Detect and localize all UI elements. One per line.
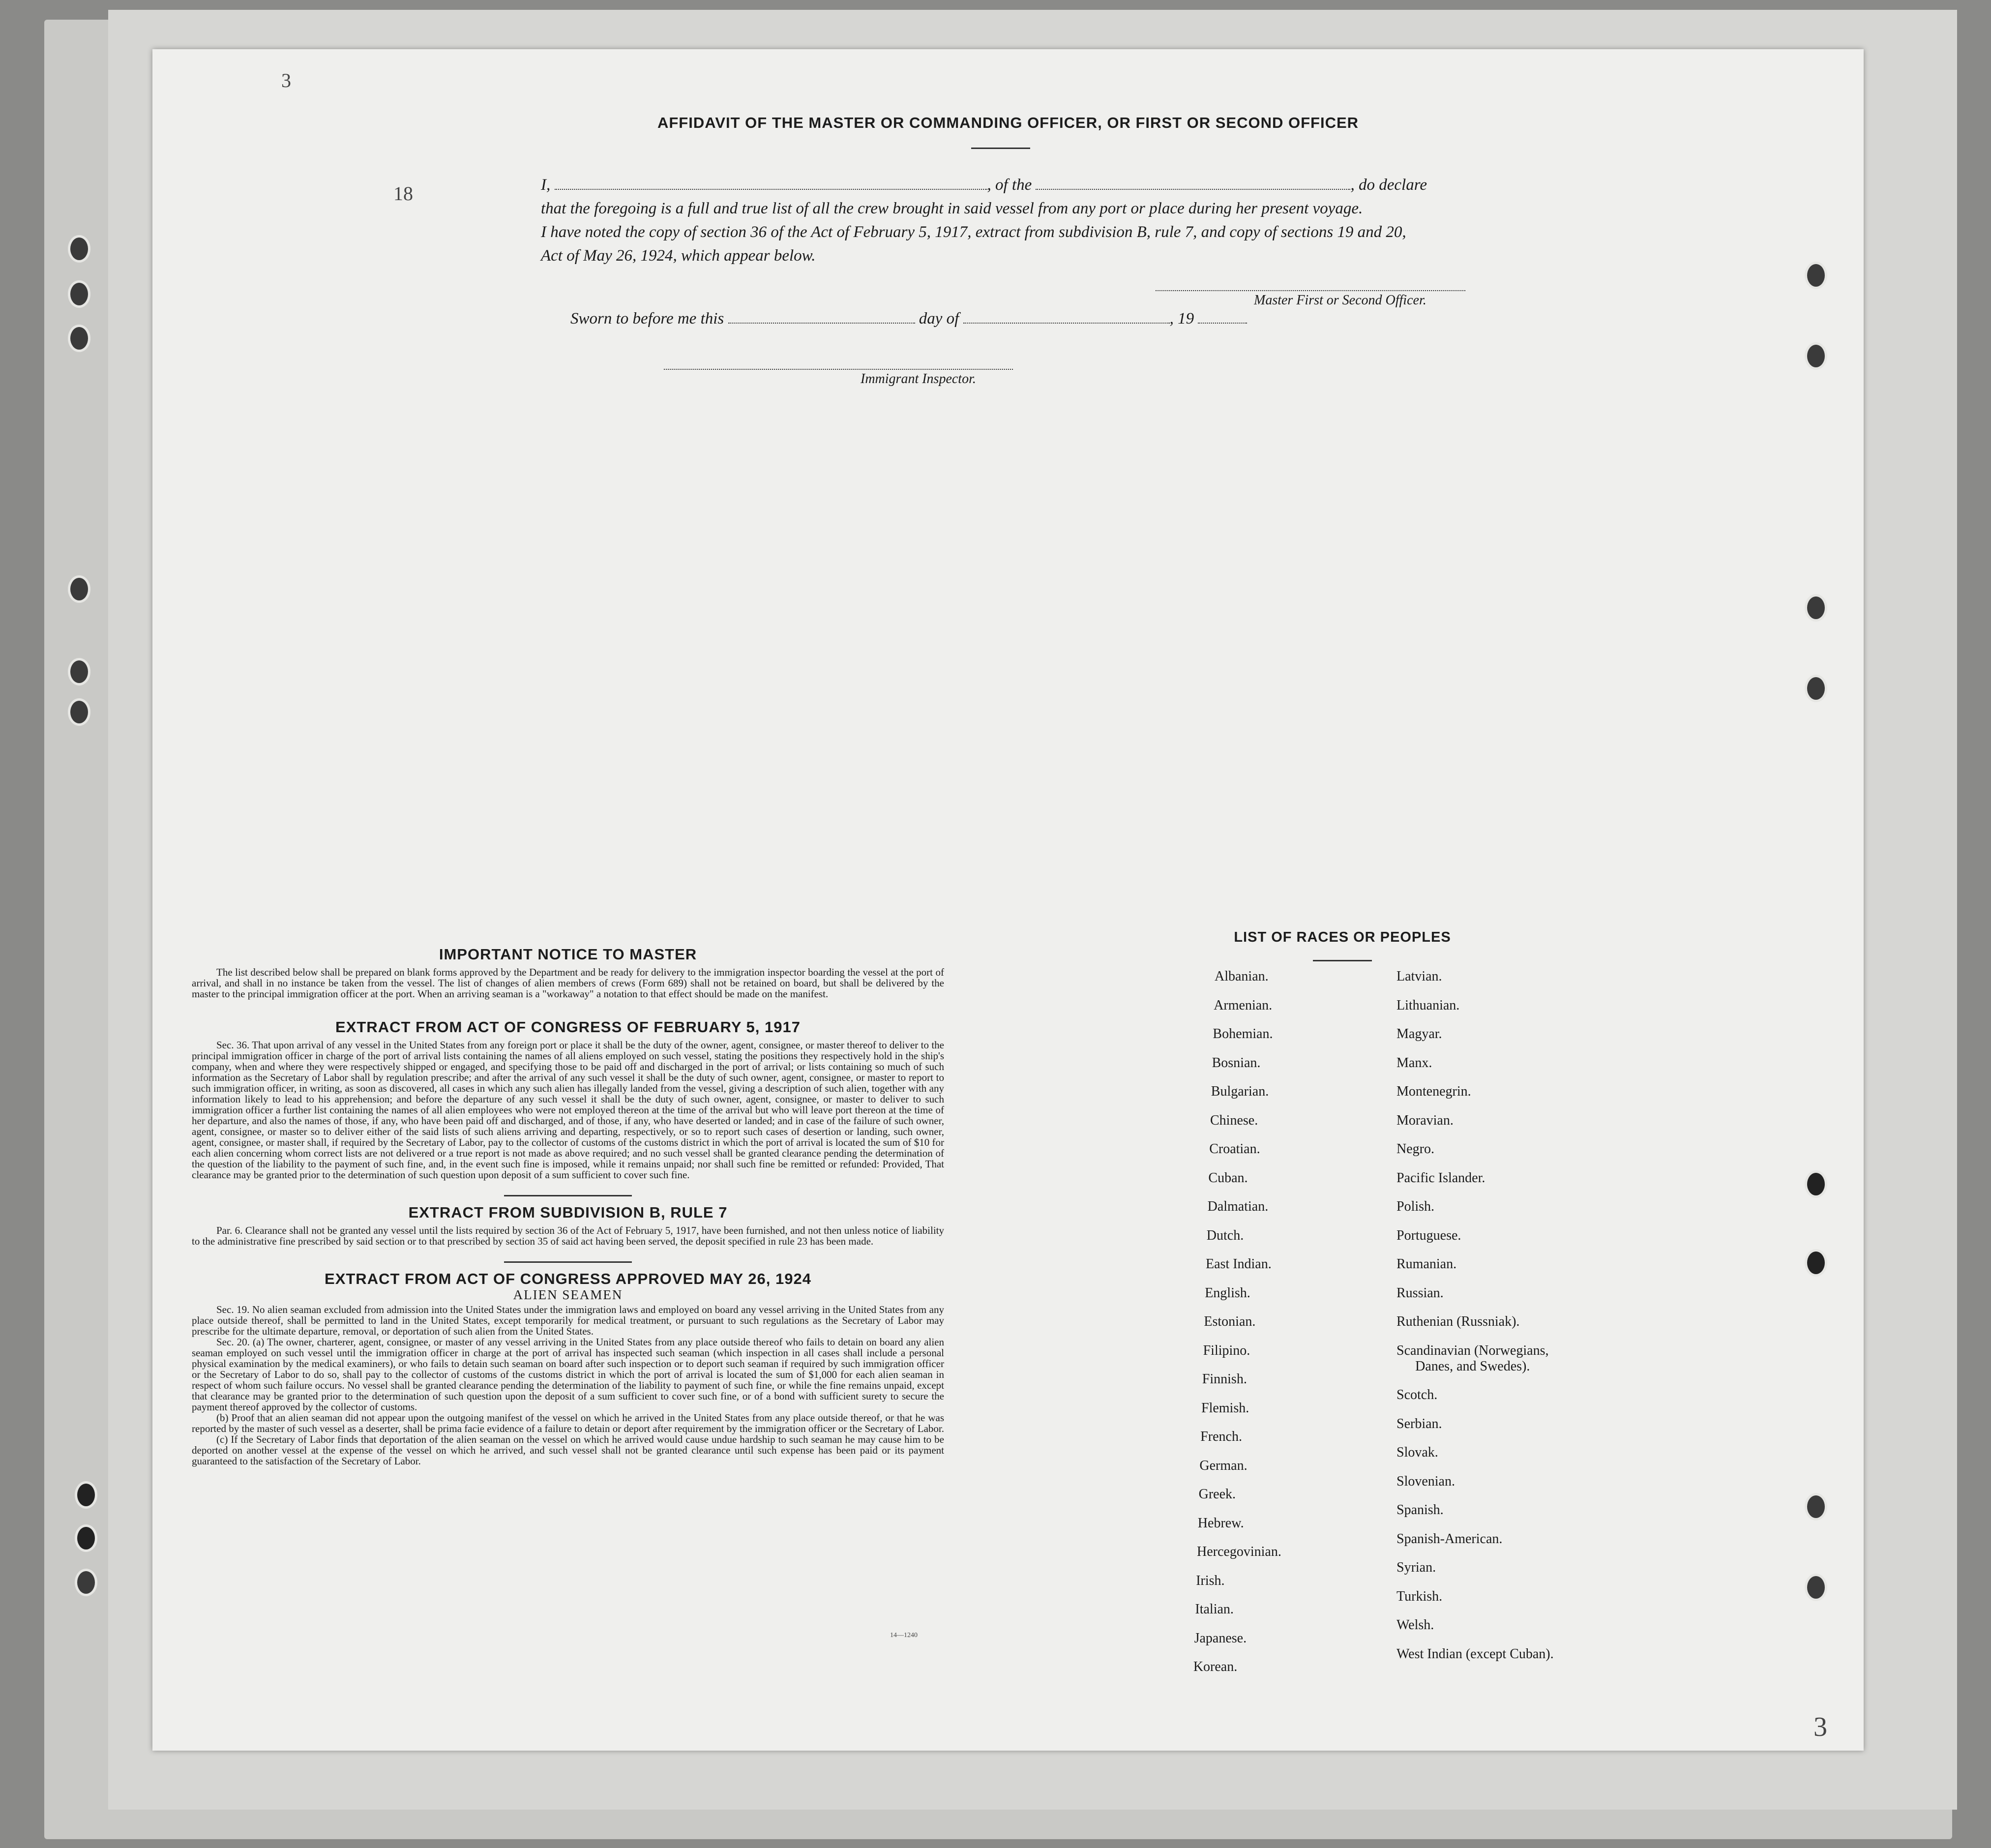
- race-item: Moravian.: [1397, 1112, 1454, 1128]
- binder-hole: [75, 1481, 97, 1509]
- race-item: Spanish.: [1397, 1502, 1444, 1518]
- sec-20a-text: Sec. 20. (a) The owner, charterer, agent, consignee, or master of any vessel arriving in the United States from any place outside thereof who fails to detain on board any alien seaman employed on such vessel until the immigration officer in charge at the port of arrival has inspected such seaman (which inspection in all cases shall include a personal physical examination by the medical examiners), or who fails to detain such seaman on board after such inspection or to deport such seaman if required by such immigration officer or the Secretary of Labor to do so, shall pay to the collector of customs of the customs district in which the port of arrival is located the sum of $1,000 for each alien seaman in respect of whom such failure occurs. No vessel shall be granted clearance pending the determination of the liability to payment of such fine, or while the fine remains unpaid, except that clearance may be granted prior to the determination of such question upon the deposit of a sum sufficient to cover such fine, or of a bond with sufficient surety to secure the payment thereof approved by the collector of customs.: [192, 1336, 944, 1413]
- race-item: Russian.: [1397, 1285, 1444, 1301]
- race-item: English.: [1205, 1285, 1250, 1301]
- race-item: Finnish.: [1202, 1371, 1247, 1387]
- divider: [504, 1195, 632, 1196]
- blank-name: [555, 177, 987, 190]
- affidavit-body: [541, 173, 1652, 268]
- extract-rule7-text: Par. 6. Clearance shall not be granted any vessel until the lists required by section 36 of the Act of February 5, 1917, have been furnished, and not then unless notice of liability to the administrative fine prescribed by said section or to that prescribed by section 35 of said act having been served, the deposit specified in rule 23 has been made.: [192, 1224, 944, 1247]
- race-item: Slovak.: [1397, 1445, 1438, 1460]
- race-item: Portuguese.: [1397, 1227, 1461, 1243]
- sworn-text: Sworn to before me this: [570, 310, 724, 328]
- race-item: Albanian.: [1215, 969, 1269, 984]
- form-code: 14—1240: [890, 1632, 918, 1639]
- blank-day: [728, 311, 915, 324]
- extract-1924-subtitle: ALIEN SEAMEN: [513, 1287, 623, 1302]
- race-item: Korean.: [1193, 1659, 1238, 1674]
- race-item: Cuban.: [1208, 1170, 1248, 1186]
- sec-19-text: Sec. 19. No alien seaman excluded from admission into the United States under the immigration laws and employed on board any vessel arriving in the United States from any place outside thereof, shall be permitted to land in the United States, except temporarily for medical treatment, or pursuant to such regulations as the Secretary of Labor may prescribe for the ultimate departure, removal, or deportation of such alien from the United States.: [192, 1304, 944, 1337]
- race-item: Filipino.: [1203, 1342, 1250, 1358]
- binder-hole: [1805, 342, 1827, 370]
- sworn-year-label: , 19: [1169, 310, 1194, 328]
- race-item: Hercegovinian.: [1197, 1544, 1281, 1559]
- race-item: Hebrew.: [1197, 1515, 1244, 1531]
- race-item: Welsh.: [1397, 1617, 1434, 1633]
- race-item: Slovenian.: [1397, 1473, 1455, 1489]
- sec-20b-text: (b) Proof that an alien seaman did not appear upon the outgoing manifest of the vessel on which he arrived in the United States from any place outside thereof, or that he was reported by the master of such vessel as a deserter, shall be prima facie evidence of a failure to detain or deport after requirement by the immigration officer or the Secretary of Labor.: [192, 1412, 944, 1434]
- extract-rule7-title: EXTRACT FROM SUBDIVISION B, RULE 7: [408, 1204, 728, 1221]
- race-item: Croatian.: [1209, 1141, 1260, 1157]
- notice-column: [192, 946, 944, 1467]
- affidavit-title: AFFIDAVIT OF THE MASTER OR COMMANDING OFFICER, OR FIRST OR SECOND OFFICER: [657, 114, 1359, 131]
- binder-hole: [68, 280, 90, 308]
- race-item: Bosnian.: [1212, 1055, 1261, 1071]
- race-item: Pacific Islander.: [1397, 1170, 1486, 1186]
- race-item: Latvian.: [1397, 969, 1442, 984]
- race-item: Japanese.: [1194, 1630, 1247, 1646]
- affidavit-line-4: Act of May 26, 1924, which appear below.: [541, 247, 816, 265]
- margin-mark: 3: [281, 69, 291, 91]
- binder-hole: [75, 1524, 97, 1552]
- race-item: Negro.: [1397, 1141, 1434, 1157]
- races-title: LIST OF RACES OR PEOPLES: [1234, 929, 1451, 945]
- binder-hole: [1805, 262, 1827, 289]
- divider: [504, 1261, 632, 1263]
- master-label: Master First or Second Officer.: [1254, 293, 1426, 308]
- binder-hole: [1805, 1493, 1827, 1520]
- binder-hole: [1805, 1249, 1827, 1277]
- blank-vessel: [1036, 177, 1350, 190]
- sworn-day-label: day of: [919, 310, 959, 328]
- race-item: Spanish-American.: [1397, 1531, 1503, 1547]
- notice-text: The list described below shall be prepared on blank forms approved by the Department and be ready for delivery to the immigration inspector boarding the vessel at the port of arrival, and shall in no instance be taken from the vessel. The list of changes of alien members of crews (Form 689) shall not be retained on board, but shall be delivered by the master to the principal immigration officer at the port. When an arriving seaman is a "workaway" a notation to that effect should be made on the manifest.: [192, 966, 944, 1000]
- race-item: Bohemian.: [1213, 1026, 1273, 1042]
- race-item: East Indian.: [1206, 1256, 1272, 1272]
- binder-hole: [1805, 594, 1827, 622]
- extract-1917-text: Sec. 36. That upon arrival of any vessel in the United States from any foreign port or place it shall be the duty of the owner, agent, consignee, or master thereof to deliver to the principal immigration officer in charge of the port of arrival lists containing the names of all aliens employed on such vessel, stating the positions they respectively hold in the ship's company, when and where they were respectively shipped or engaged, and specifying those to be paid off and discharged in the port of arrival; or lists containing so much of such information as the Secretary of Labor shall by regulation prescribe; and after the arrival of any such vessel it shall be the duty of such owner, agent, consignee, or master to report to such immigration officer, in writing, as soon as discovered, all cases in which any such alien has illegally landed from the vessel, giving a description of such alien, together with any information likely to lead to his apprehension; and before the departure of any such vessel it shall be the duty of such owner, agent, consignee, or master to deliver to such immigration officer a further list containing the names of all alien employees who were not employed thereon at the time of the arrival but who will leave port thereon at the time of her departure, and also the names of those, if any, who have been paid off and discharged, and of those, if any, who have deserted or landed; and in case of the failure of such owner, agent, consignee, or master so to deliver either of the said lists of such aliens arriving and departing, respectively, or so to report such cases of desertion or landing, such owner, agent, consignee, or master shall, if required by the Secretary of Labor, pay to the collector of customs of the customs district in which the port of arrival is located the sum of $10 for each alien concerning whom correct lists are not delivered or a true report is not made as above required; and no such vessel shall be granted clearance pending the determination of the question of the liability to the payment of such fine, and, in the event such fine is imposed, while it remains unpaid; nor shall such fine be remitted or refunded: Provided, That clearance may be granted prior to the determination of such question upon deposit of a sum sufficient to cover such fine.: [192, 1039, 944, 1181]
- page-number-mark: 3: [1813, 1712, 1827, 1742]
- race-item: Lithuanian.: [1397, 997, 1460, 1013]
- race-item: Chinese.: [1210, 1112, 1258, 1128]
- race-item: Turkish.: [1397, 1588, 1443, 1604]
- race-item: Irish.: [1196, 1573, 1225, 1588]
- divider: [971, 148, 1030, 149]
- race-item: Polish.: [1397, 1199, 1435, 1214]
- binder-hole: [68, 325, 90, 352]
- race-item: French.: [1200, 1429, 1242, 1444]
- affidavit-line-2: that the foregoing is a full and true list of all the crew brought in said vessel from any port or place during her present voyage.: [541, 200, 1363, 217]
- binder-hole: [1805, 1574, 1827, 1601]
- race-item: Italian.: [1195, 1602, 1234, 1617]
- inspector-label: Immigrant Inspector.: [861, 371, 976, 387]
- sec-20c-text: (c) If the Secretary of Labor finds that deportation of the alien seaman on the vessel on which he arrived would cause undue hardship to such seaman he may cause him to be deported on another vessel at the expense of the vessel on which he arrived, and such vessel shall not be granted clearance until such expense has been paid or its payment guaranteed to the satisfaction of the Secretary of Labor.: [192, 1433, 944, 1467]
- race-item: Scotch.: [1397, 1387, 1438, 1402]
- affidavit-line-3: I have noted the copy of section 36 of the Act of February 5, 1917, extract from subdivision B, rule 7, and copy of sections 19 and 20,: [541, 223, 1406, 241]
- binder-hole: [68, 698, 90, 726]
- binder-hole: [68, 575, 90, 603]
- race-item: Dutch.: [1206, 1227, 1244, 1243]
- master-signature-line: [1156, 290, 1465, 291]
- race-item: German.: [1199, 1458, 1248, 1473]
- sworn-line: [570, 310, 1247, 328]
- notice-title: IMPORTANT NOTICE TO MASTER: [439, 946, 697, 963]
- document-page: [152, 49, 1864, 1751]
- inspector-signature-line: [664, 369, 1013, 370]
- race-item: Dalmatian.: [1207, 1199, 1269, 1214]
- race-item: Greek.: [1198, 1487, 1236, 1502]
- affidavit-of-the: , of the: [987, 176, 1032, 194]
- divider: [1313, 960, 1372, 961]
- binder-hole: [75, 1569, 97, 1596]
- binder-hole: [1805, 675, 1827, 702]
- race-item: Scandinavian (Norwegians, Danes, and Swedes).: [1397, 1342, 1549, 1374]
- race-item: West Indian (except Cuban).: [1397, 1646, 1554, 1662]
- race-item: Bulgarian.: [1211, 1084, 1269, 1099]
- race-item: Rumanian.: [1397, 1256, 1457, 1272]
- extract-1917-title: EXTRACT FROM ACT OF CONGRESS OF FEBRUARY 5, 1917: [335, 1018, 801, 1036]
- race-item: Ruthenian (Russniak).: [1397, 1314, 1520, 1329]
- margin-note: 18: [393, 182, 413, 205]
- blank-year: [1198, 311, 1247, 324]
- binder-hole: [1805, 1170, 1827, 1198]
- blank-month: [963, 311, 1170, 324]
- binder-hole: [68, 658, 90, 686]
- affidavit-i: I,: [541, 176, 551, 194]
- race-item: Serbian.: [1397, 1416, 1442, 1431]
- extract-1924-title: EXTRACT FROM ACT OF CONGRESS APPROVED MAY 26, 1924: [325, 1270, 811, 1287]
- race-item: Armenian.: [1214, 997, 1273, 1013]
- affidavit-line-1: [541, 173, 1652, 197]
- race-item: Flemish.: [1201, 1400, 1249, 1416]
- race-item: Magyar.: [1397, 1026, 1442, 1042]
- affidavit-declare: , do declare: [1350, 176, 1427, 194]
- race-item: Syrian.: [1397, 1560, 1436, 1575]
- race-item: Montenegrin.: [1397, 1084, 1471, 1099]
- race-item: Estonian.: [1204, 1314, 1256, 1329]
- binder-hole: [68, 235, 90, 263]
- race-item: Manx.: [1397, 1055, 1432, 1071]
